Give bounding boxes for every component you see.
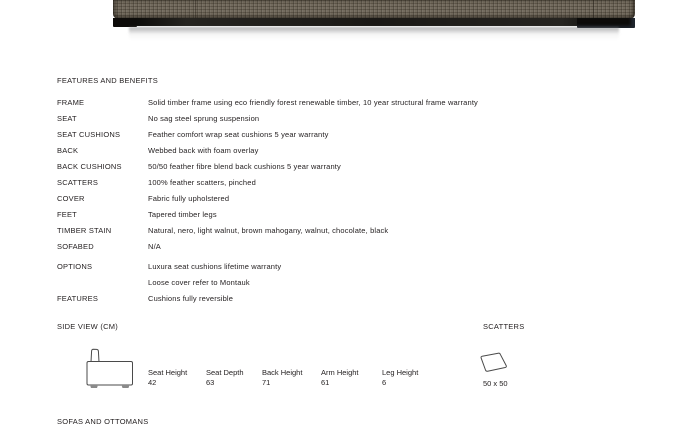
sofa-seam	[593, 0, 594, 19]
dimension-label: Back Height	[262, 368, 303, 377]
spec-value: Natural, nero, light walnut, brown mahogany, walnut, chocolate, black	[148, 225, 389, 235]
dimension-seat-height	[148, 368, 206, 387]
spec-label: BACK	[57, 145, 79, 155]
spec-value: Webbed back with foam overlay	[148, 145, 259, 155]
sofa-plinth	[113, 18, 635, 26]
spec-table	[57, 94, 637, 306]
spec-row-sofabed	[57, 238, 637, 254]
spec-value: Tapered timber legs	[148, 209, 217, 219]
spec-row-back-cushions	[57, 158, 637, 174]
spec-value: Fabric fully upholstered	[148, 193, 230, 203]
scatter-cushion-icon	[478, 352, 509, 378]
spec-label: SEAT	[57, 113, 77, 123]
spec-value: Solid timber frame using eco friendly forest renewable timber, 10 year structural frame warranty	[148, 97, 478, 107]
dimension-value: 61	[321, 377, 330, 387]
spec-value: No sag steel sprung suspension	[148, 113, 260, 123]
dimension-value: 63	[206, 377, 215, 387]
spec-row-seat	[57, 110, 637, 126]
spec-row-options	[57, 258, 637, 274]
spec-value: 50/50 feather fibre blend back cushions 5 year warranty	[148, 161, 341, 171]
spec-row-scatters	[57, 174, 637, 190]
spec-label: COVER	[57, 193, 85, 203]
spec-label: OPTIONS	[57, 261, 93, 271]
sofa-product-photo	[113, 0, 635, 40]
spec-value: 100% feather scatters, pinched	[148, 177, 256, 187]
spec-label: FRAME	[57, 97, 85, 107]
sofa-reflection-shadow	[129, 27, 620, 40]
sofa-seam	[195, 0, 196, 19]
dimension-label: Arm Height	[321, 368, 359, 377]
dimension-seat-depth	[206, 368, 262, 387]
spec-row-cover	[57, 190, 637, 206]
spec-label: TIMBER STAIN	[57, 225, 112, 235]
sofa-side-view-icon	[85, 348, 135, 396]
dimension-label: Seat Depth	[206, 368, 244, 377]
spec-label: BACK CUSHIONS	[57, 161, 122, 171]
spec-value: Loose cover refer to Montauk	[148, 277, 250, 287]
spec-label: SEAT CUSHIONS	[57, 129, 121, 139]
scatter-size-value: 50 x 50	[483, 379, 508, 388]
spec-label: FEATURES	[57, 293, 99, 303]
spec-row-back	[57, 142, 637, 158]
spec-row-options-continued	[57, 274, 637, 290]
spec-label: FEET	[57, 209, 77, 219]
dimension-back-height	[262, 368, 321, 387]
features-benefits-heading: FEATURES AND BENEFITS	[57, 76, 158, 85]
spec-row-frame	[57, 94, 637, 110]
spec-value: Luxura seat cushions lifetime warranty	[148, 261, 282, 271]
spec-row-features	[57, 290, 637, 306]
spec-value: Feather comfort wrap seat cushions 5 year warranty	[148, 129, 329, 139]
dimension-leg-height	[382, 368, 438, 387]
sofa-fabric-base	[113, 0, 635, 19]
spec-row-feet	[57, 206, 637, 222]
spec-value: Cushions fully reversible	[148, 293, 234, 303]
spec-label: SOFABED	[57, 241, 94, 251]
dimension-list	[148, 368, 438, 387]
spec-row-seat-cushions	[57, 126, 637, 142]
dimension-value: 6	[382, 377, 387, 387]
side-view-heading: SIDE VIEW (CM)	[57, 322, 118, 331]
dimension-value: 71	[262, 377, 271, 387]
sofa-foot-left	[113, 18, 137, 27]
dimension-value: 42	[148, 377, 157, 387]
dimension-arm-height	[321, 368, 382, 387]
dimension-label: Leg Height	[382, 368, 419, 377]
spec-value: N/A	[148, 241, 161, 251]
dimension-label: Seat Height	[148, 368, 188, 377]
sofas-ottomans-heading: SOFAS AND OTTOMANS	[57, 417, 149, 426]
scatters-heading: SCATTERS	[483, 322, 525, 331]
spec-label: SCATTERS	[57, 177, 99, 187]
spec-row-timber-stain	[57, 222, 637, 238]
